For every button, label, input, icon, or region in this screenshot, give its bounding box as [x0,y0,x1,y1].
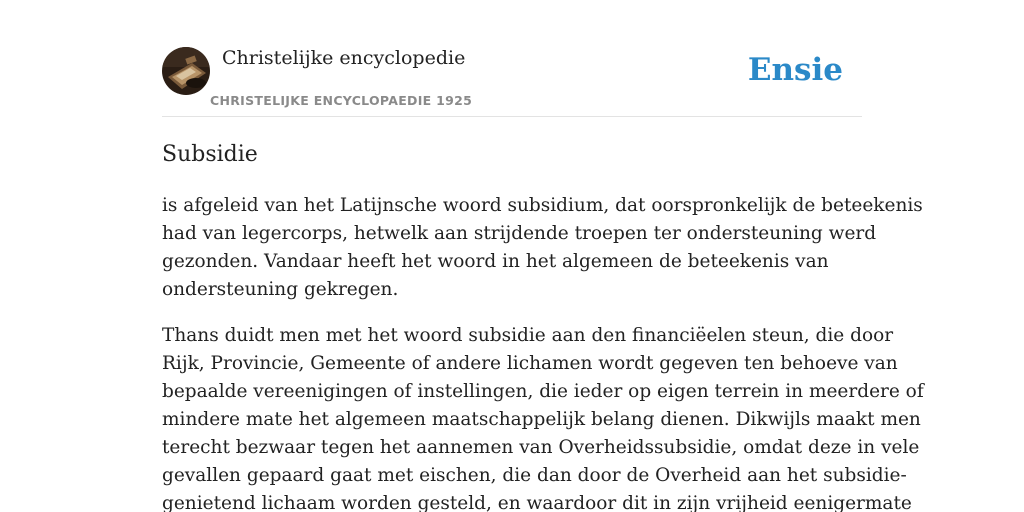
book-cover-icon[interactable] [162,47,210,95]
ensie-logo[interactable]: Ensie [747,52,843,88]
paragraph-line: bepaalde vereenigingen of instellingen, die ieder op eigen terrein in meerdere of [162,381,924,402]
paragraph-line: Thans duidt men met het woord subsidie aan den financiëelen steun, die door [162,325,894,346]
paragraph-line: gezonden. Vandaar heeft het woord in het algemeen de beteekenis van [162,251,829,272]
article-body [162,192,924,512]
paragraph-line: genietend lichaam worden gesteld, en waardoor dit in zijn vrijheid eenigermate [162,493,912,512]
article-title: Subsidie [162,142,258,167]
paragraph-line: terecht bezwaar tegen het aannemen van Overheidssubsidie, omdat deze in vele [162,437,920,458]
paragraph-line: mindere mate het algemeen maatschappelijk belang dienen. Dikwijls maakt men [162,409,921,430]
paragraph-line: is afgeleid van het Latijnsche woord subsidium, dat oorspronkelijk de beteekenis [162,195,923,216]
paragraph-1 [162,192,923,304]
source-subtitle: CHRISTELIJKE ENCYCLOPAEDIE 1925 [210,93,473,108]
source-header [162,46,862,117]
paragraph-line: had van legercorps, hetwelk aan strijdende troepen ter ondersteuning werd [162,223,877,244]
paragraph-2 [162,322,924,512]
paragraph-line: Rijk, Provincie, Gemeente of andere lichamen wordt gegeven ten behoeve van [162,353,898,374]
source-title[interactable]: Christelijke encyclopedie [222,47,466,69]
paragraph-line: ondersteuning gekregen. [162,279,399,300]
paragraph-line: gevallen gepaard gaat met eischen, die dan door de Overheid aan het subsidie- [162,465,907,486]
